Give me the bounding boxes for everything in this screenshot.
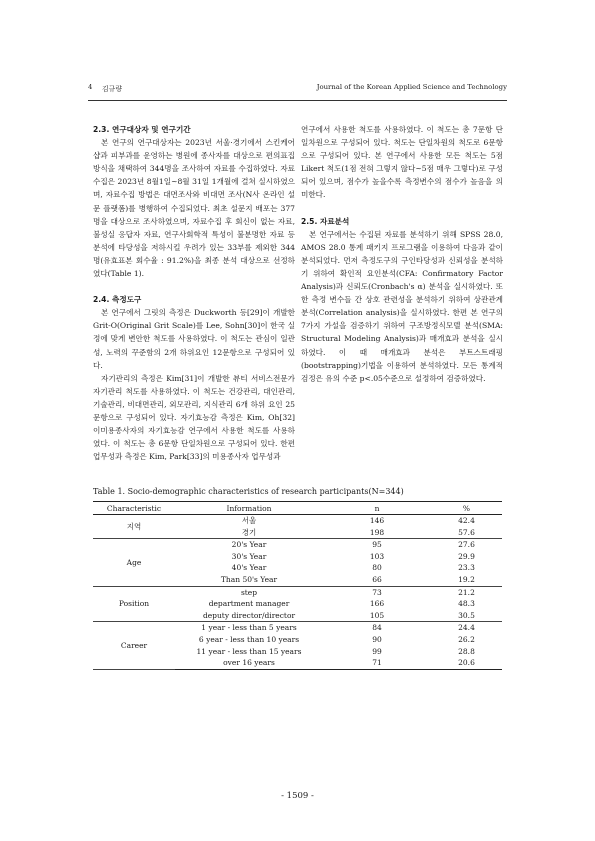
cell-percent: 19.2 (431, 574, 502, 586)
cell-percent: 20.6 (431, 657, 502, 669)
cell-percent: 28.8 (458, 646, 475, 656)
cell-n: 95 (372, 540, 382, 550)
section-2-4-paragraph-1: 본 연구에서 그릿의 측정은 Duckworth 등[29]이 개발한 Grit-O(Original Grit Scale)를 Lee, Sohn[30]이 한국 실정에 맞게 변안한 척도를 사용하였다. 이 척도는 관심이 일관성, 노력의 꾸준함의 2개 하위요인 12문항으로 구성되어 있다. (93, 308, 295, 370)
cell-n: 99 (372, 646, 382, 656)
page-footer-number: - 1509 - (281, 791, 314, 801)
cell-n: 66 (323, 574, 431, 586)
section-gap (301, 202, 503, 215)
cell-information: 1 year - less than 5 years (201, 623, 297, 633)
cell-percent: 21.2 (458, 587, 475, 597)
cell-information: 40's Year (231, 563, 267, 573)
cell-information: 11 year - less than 15 years (196, 646, 302, 656)
cell-information: over 16 years (175, 657, 323, 669)
cell-n: 90 (372, 634, 382, 644)
cell-n: 166 (369, 599, 385, 609)
cell-information: 서울 (241, 516, 257, 525)
table-row (93, 622, 502, 634)
demographics-table (93, 501, 502, 670)
right-column (301, 123, 503, 385)
cell-characteristic: Career (93, 622, 175, 669)
cell-n: 105 (323, 610, 431, 622)
cell-information: Than 50's Year (175, 574, 323, 586)
cell-percent: 48.3 (458, 599, 475, 609)
header-n: n (323, 502, 431, 515)
cell-information: step (240, 587, 258, 597)
section-2-4-paragraph-2: 자기관리의 측정은 Kim[31]이 개발한 뷰티 서비스전문가 자기관리 척도를 사용하였다. 이 척도는 건강관리, 대인관리, 기술관리, 비대면관리, 외모관리, 지식관리 6개 하위 요인 25문항으로 구성되어 있다. 자기효능감 측정은 Kim, Oh[32] 이미용종사자의 자기효능감 연구에서 사용한 척도를 사용하였다. 이 척도는 총 6문항 단일차원으로 구성되어 있다. 한편 업무성과 측정은 Kim, Park[33]의 미용종사자 업무성과 (93, 373, 295, 462)
cell-information: 30's Year (231, 551, 267, 561)
cell-characteristic: Position (93, 586, 175, 622)
table-row (93, 586, 502, 598)
table-row (93, 539, 502, 551)
section-2-4-title: 2.4. 측정도구 (93, 295, 142, 305)
header-page-number: 4 (88, 83, 93, 91)
cell-percent: 27.6 (458, 540, 475, 550)
running-header (88, 83, 507, 95)
header-information: Information (175, 502, 323, 515)
cell-information: 6 year - less than 10 years (198, 634, 300, 644)
cell-information: 경기 (175, 527, 323, 539)
cell-percent: 23.3 (458, 563, 475, 573)
left-column (93, 123, 295, 463)
section-2-5-paragraph: 본 연구에서는 수집된 자료를 분석하기 위해 SPSS 28.0, AMOS 28.0 통계 패키지 프로그램을 이용하여 다음과 같이 분석되었다. 먼저 측정도구의 구인타당성과 신뢰성을 분석하기 위하여 확인적 요인분석(CFA: Confirmatory Factor Analysis)과 신뢰도(Cronbach's α) 분석을 실시하였다. 또한 측정 변수들 간 상호 관련성을 분석하기 위하여 상관관계 분석(Correlation analysis)을 실시하였다. 한편 본 연구의 7가지 가설을 검증하기 위하여 구조방정식모델 분석(SMA: Structural Modeling Analysis)과 매개효과 분석을 실시하였다. 이 때 매개효과 분석은 부트스트래핑(bootstrapping)기법을 이용하여 분석하였다. 모든 통계적 검정은 유의 수준 p<.05수준으로 설정하여 검증하였다. (301, 229, 503, 383)
section-gap (93, 280, 295, 293)
cell-percent: 26.2 (458, 634, 475, 644)
cell-percent: 24.4 (458, 623, 475, 633)
cell-n: 146 (369, 516, 385, 525)
header-author: 김규량 (102, 85, 122, 93)
cell-information: deputy director/director (175, 610, 323, 622)
cell-n: 84 (372, 623, 382, 633)
cell-n: 80 (372, 563, 382, 573)
cell-information: 20's Year (231, 540, 267, 550)
header-journal-title: Journal of the Korean Applied Science and Technology (316, 83, 507, 91)
section-2-4-continued: 연구에서 사용한 척도를 사용하였다. 이 척도는 총 7문항 단일차원으로 구성되어 있다. 척도는 단일차원의 척도로 6문항으로 구성되어 있다. 본 연구에서 사용한 모든 척도는 5점 Likert 척도(1점 전혀 그렇지 않다~5점 매우 그렇다)로 구성되어 있으며, 점수가 높을수록 측정변수의 점수가 높음을 의미한다. (301, 125, 503, 200)
table-header-row (93, 502, 502, 515)
cell-n: 71 (323, 657, 431, 669)
section-2-3-title: 2.3. 연구대상자 및 연구기간 (93, 125, 191, 134)
header-characteristic: Characteristic (93, 502, 175, 515)
cell-percent: 29.9 (458, 551, 475, 561)
section-2-5-title: 2.5. 자료분석 (301, 216, 350, 226)
header-rule (88, 100, 507, 101)
section-2-3-paragraph: 본 연구의 연구대상자는 2023년 서울·경기에서 스킨케어 샵과 피부과를 운영하는 병원에 종사자를 대상으로 편의표집방식을 채택하여 344명을 조사하여 자료를 수집하였다. 자료 수집은 2023년 8월1일~8월 31일 1개월에 걸쳐 실시하였으며, 자료수집 방법은 대면조사와 비대면 조사(N사 온라인 설문 플랫폼)를 병행하여 수집되었다. 최초 설문지 배포는 377명을 대상으로 조사하였으며, 자료수집 후 회신이 없는 자료, 불성실 응답자 자료, 연구사회학적 특성이 불분명한 자료 등 분석에 타당성을 저하시킬 우려가 있는 33부를 제외한 344명(유효표본 회수율 : 91.2%)을 최종 분석 대상으로 선정하였다(Table 1). (93, 138, 295, 279)
cell-characteristic: 지역 (93, 515, 175, 539)
cell-characteristic: Age (93, 539, 175, 586)
table-row (93, 515, 502, 527)
cell-percent: 30.5 (431, 610, 502, 622)
table-body (93, 515, 502, 670)
table-caption: Table 1. Socio-demographic characteristics of research participants(N=344) (93, 487, 404, 496)
cell-n: 103 (369, 551, 385, 561)
cell-information: department manager (208, 599, 290, 609)
cell-percent: 57.6 (431, 527, 502, 539)
header-percent: % (431, 502, 502, 515)
cell-n: 198 (323, 527, 431, 539)
cell-percent: 42.4 (458, 516, 475, 525)
cell-n: 73 (372, 587, 382, 597)
